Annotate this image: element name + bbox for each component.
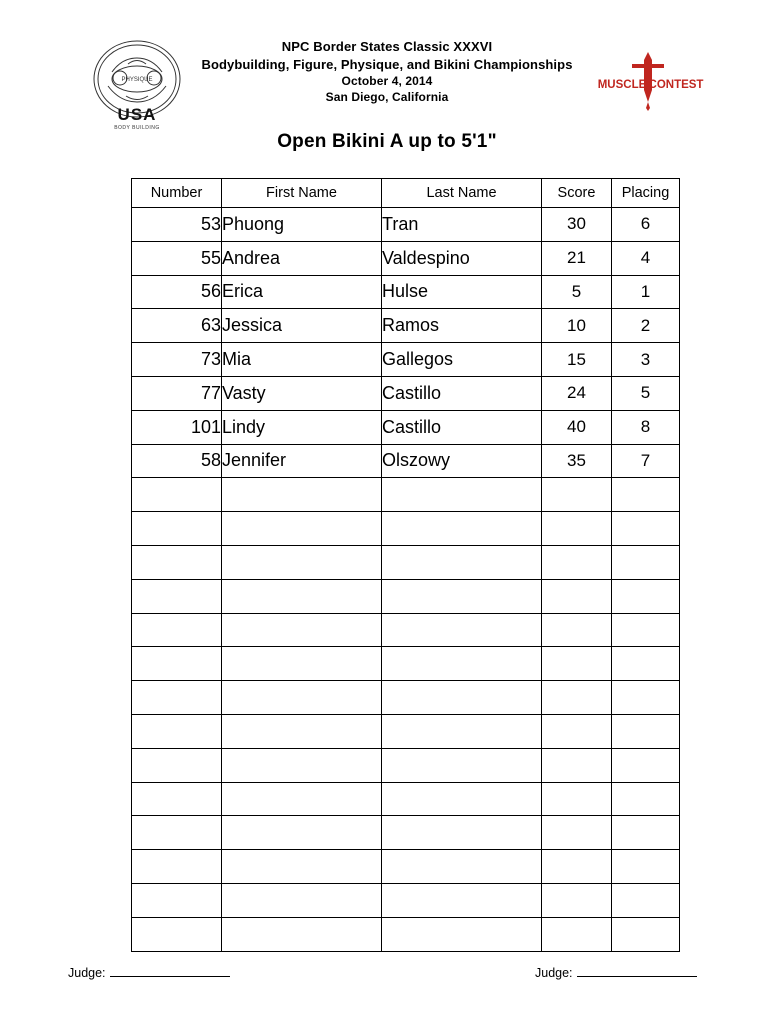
cell-number: 58 (132, 444, 222, 478)
cell-last-name: Castillo (382, 410, 542, 444)
division-title: Open Bikini A up to 5'1" (277, 131, 497, 152)
table-row-empty (132, 917, 680, 951)
cell-number: 77 (132, 376, 222, 410)
cell-first-name (222, 850, 382, 884)
cell-last-name: Tran (382, 208, 542, 242)
event-subtitle: Bodybuilding, Figure, Physique, and Bikini Championships (201, 56, 573, 72)
cell-number (132, 714, 222, 748)
cell-last-name (382, 681, 542, 715)
cell-score: 35 (542, 444, 612, 478)
cell-last-name (382, 478, 542, 512)
cell-first-name: Phuong (222, 208, 382, 242)
cell-score (542, 478, 612, 512)
cell-number: 53 (132, 208, 222, 242)
table-row-empty (132, 613, 680, 647)
cell-number (132, 613, 222, 647)
cell-number: 55 (132, 241, 222, 275)
cell-last-name: Castillo (382, 376, 542, 410)
table-row (132, 309, 680, 343)
cell-first-name (222, 917, 382, 951)
table-row (132, 376, 680, 410)
cell-placing: 1 (612, 275, 680, 309)
table-row (132, 208, 680, 242)
cell-score (542, 714, 612, 748)
cell-score: 10 (542, 309, 612, 343)
cell-number (132, 512, 222, 546)
cell-first-name (222, 782, 382, 816)
cell-placing: 7 (612, 444, 680, 478)
cell-last-name (382, 917, 542, 951)
cell-score: 15 (542, 343, 612, 377)
judge-label-left: Judge: (68, 966, 106, 980)
cell-first-name: Mia (222, 343, 382, 377)
cell-placing (612, 478, 680, 512)
table-row (132, 275, 680, 309)
cell-first-name (222, 748, 382, 782)
column-header-last-name: Last Name (382, 179, 542, 208)
cell-score (542, 782, 612, 816)
table-row-empty (132, 748, 680, 782)
judge-signature-line-left[interactable] (110, 964, 230, 977)
cell-first-name (222, 579, 382, 613)
cell-number (132, 883, 222, 917)
cell-last-name (382, 512, 542, 546)
cell-placing: 2 (612, 309, 680, 343)
cell-number: 101 (132, 410, 222, 444)
cell-last-name (382, 782, 542, 816)
cell-last-name: Ramos (382, 309, 542, 343)
table-row-empty (132, 850, 680, 884)
cell-score (542, 816, 612, 850)
cell-first-name: Vasty (222, 376, 382, 410)
judge-label-right: Judge: (535, 966, 573, 980)
event-date: October 4, 2014 (341, 74, 433, 89)
cell-placing (612, 748, 680, 782)
table-row (132, 410, 680, 444)
cell-last-name: Gallegos (382, 343, 542, 377)
cell-number (132, 681, 222, 715)
cell-first-name: Erica (222, 275, 382, 309)
cell-first-name (222, 647, 382, 681)
cell-first-name: Jessica (222, 309, 382, 343)
cell-first-name (222, 478, 382, 512)
cell-number: 73 (132, 343, 222, 377)
cell-number (132, 579, 222, 613)
cell-number (132, 478, 222, 512)
table-body (132, 208, 680, 952)
table-row-empty (132, 883, 680, 917)
column-header-placing: Placing (612, 179, 680, 208)
svg-text:MUSCLE: MUSCLE (597, 79, 647, 91)
cell-first-name: Lindy (222, 410, 382, 444)
cell-last-name (382, 850, 542, 884)
cell-number (132, 545, 222, 579)
cell-first-name (222, 883, 382, 917)
cell-score: 40 (542, 410, 612, 444)
cell-score: 30 (542, 208, 612, 242)
cell-first-name: Jennifer (222, 444, 382, 478)
cell-placing: 6 (612, 208, 680, 242)
cell-number (132, 647, 222, 681)
svg-text:CONTEST: CONTEST (648, 79, 704, 91)
cell-number (132, 816, 222, 850)
cell-score (542, 613, 612, 647)
cell-last-name: Valdespino (382, 241, 542, 275)
table-row-empty (132, 579, 680, 613)
cell-score: 5 (542, 275, 612, 309)
cell-number (132, 917, 222, 951)
cell-first-name (222, 816, 382, 850)
cell-placing (612, 681, 680, 715)
table-row (132, 343, 680, 377)
table-row-empty (132, 681, 680, 715)
cell-number: 63 (132, 309, 222, 343)
cell-score: 24 (542, 376, 612, 410)
cell-placing (612, 883, 680, 917)
cell-placing (612, 816, 680, 850)
cell-last-name: Hulse (382, 275, 542, 309)
document-header (70, 38, 704, 138)
table-row-empty (132, 512, 680, 546)
cell-last-name (382, 883, 542, 917)
table-row-empty (132, 782, 680, 816)
cell-placing (612, 579, 680, 613)
cell-first-name (222, 545, 382, 579)
usa-bodybuilding-logo-icon (82, 34, 192, 134)
cell-last-name (382, 579, 542, 613)
cell-placing (612, 613, 680, 647)
cell-placing (612, 917, 680, 951)
cell-score (542, 647, 612, 681)
cell-placing (612, 647, 680, 681)
cell-number (132, 782, 222, 816)
cell-last-name (382, 545, 542, 579)
musclecontest-logo-icon (592, 50, 704, 112)
cell-placing (612, 512, 680, 546)
cell-placing: 8 (612, 410, 680, 444)
cell-last-name: Olszowy (382, 444, 542, 478)
cell-score (542, 579, 612, 613)
scoring-table (131, 178, 680, 952)
svg-text:BODY BUILDING: BODY BUILDING (114, 125, 160, 131)
cell-placing: 3 (612, 343, 680, 377)
table-header-row (132, 179, 680, 208)
cell-first-name (222, 714, 382, 748)
cell-last-name (382, 748, 542, 782)
cell-score (542, 748, 612, 782)
table-row-empty (132, 647, 680, 681)
svg-text:PHYSIQUE: PHYSIQUE (121, 77, 153, 83)
table-row-empty (132, 545, 680, 579)
table-row (132, 444, 680, 478)
judge-signature-right (535, 964, 697, 980)
cell-placing (612, 850, 680, 884)
cell-last-name (382, 714, 542, 748)
cell-placing: 5 (612, 376, 680, 410)
cell-score: 21 (542, 241, 612, 275)
table-row-empty (132, 816, 680, 850)
event-location: San Diego, California (325, 90, 449, 105)
cell-first-name (222, 512, 382, 546)
cell-score (542, 512, 612, 546)
cell-score (542, 545, 612, 579)
cell-last-name (382, 816, 542, 850)
cell-score (542, 883, 612, 917)
table-row (132, 241, 680, 275)
cell-first-name (222, 681, 382, 715)
cell-number (132, 850, 222, 884)
scoring-table-container (131, 178, 670, 952)
cell-first-name: Andrea (222, 241, 382, 275)
svg-text:USA: USA (117, 105, 157, 124)
cell-score (542, 917, 612, 951)
cell-placing (612, 545, 680, 579)
judge-signature-line-right[interactable] (577, 964, 697, 977)
cell-first-name (222, 613, 382, 647)
cell-number (132, 748, 222, 782)
column-header-first-name: First Name (222, 179, 382, 208)
table-row-empty (132, 478, 680, 512)
judge-signature-area (0, 964, 774, 984)
cell-number: 56 (132, 275, 222, 309)
cell-score (542, 681, 612, 715)
cell-placing (612, 782, 680, 816)
judge-signature-left (68, 964, 230, 980)
event-title: NPC Border States Classic XXXVI (281, 39, 493, 54)
cell-placing (612, 714, 680, 748)
table-row-empty (132, 714, 680, 748)
cell-last-name (382, 647, 542, 681)
column-header-score: Score (542, 179, 612, 208)
cell-placing: 4 (612, 241, 680, 275)
column-header-number: Number (132, 179, 222, 208)
cell-last-name (382, 613, 542, 647)
cell-score (542, 850, 612, 884)
